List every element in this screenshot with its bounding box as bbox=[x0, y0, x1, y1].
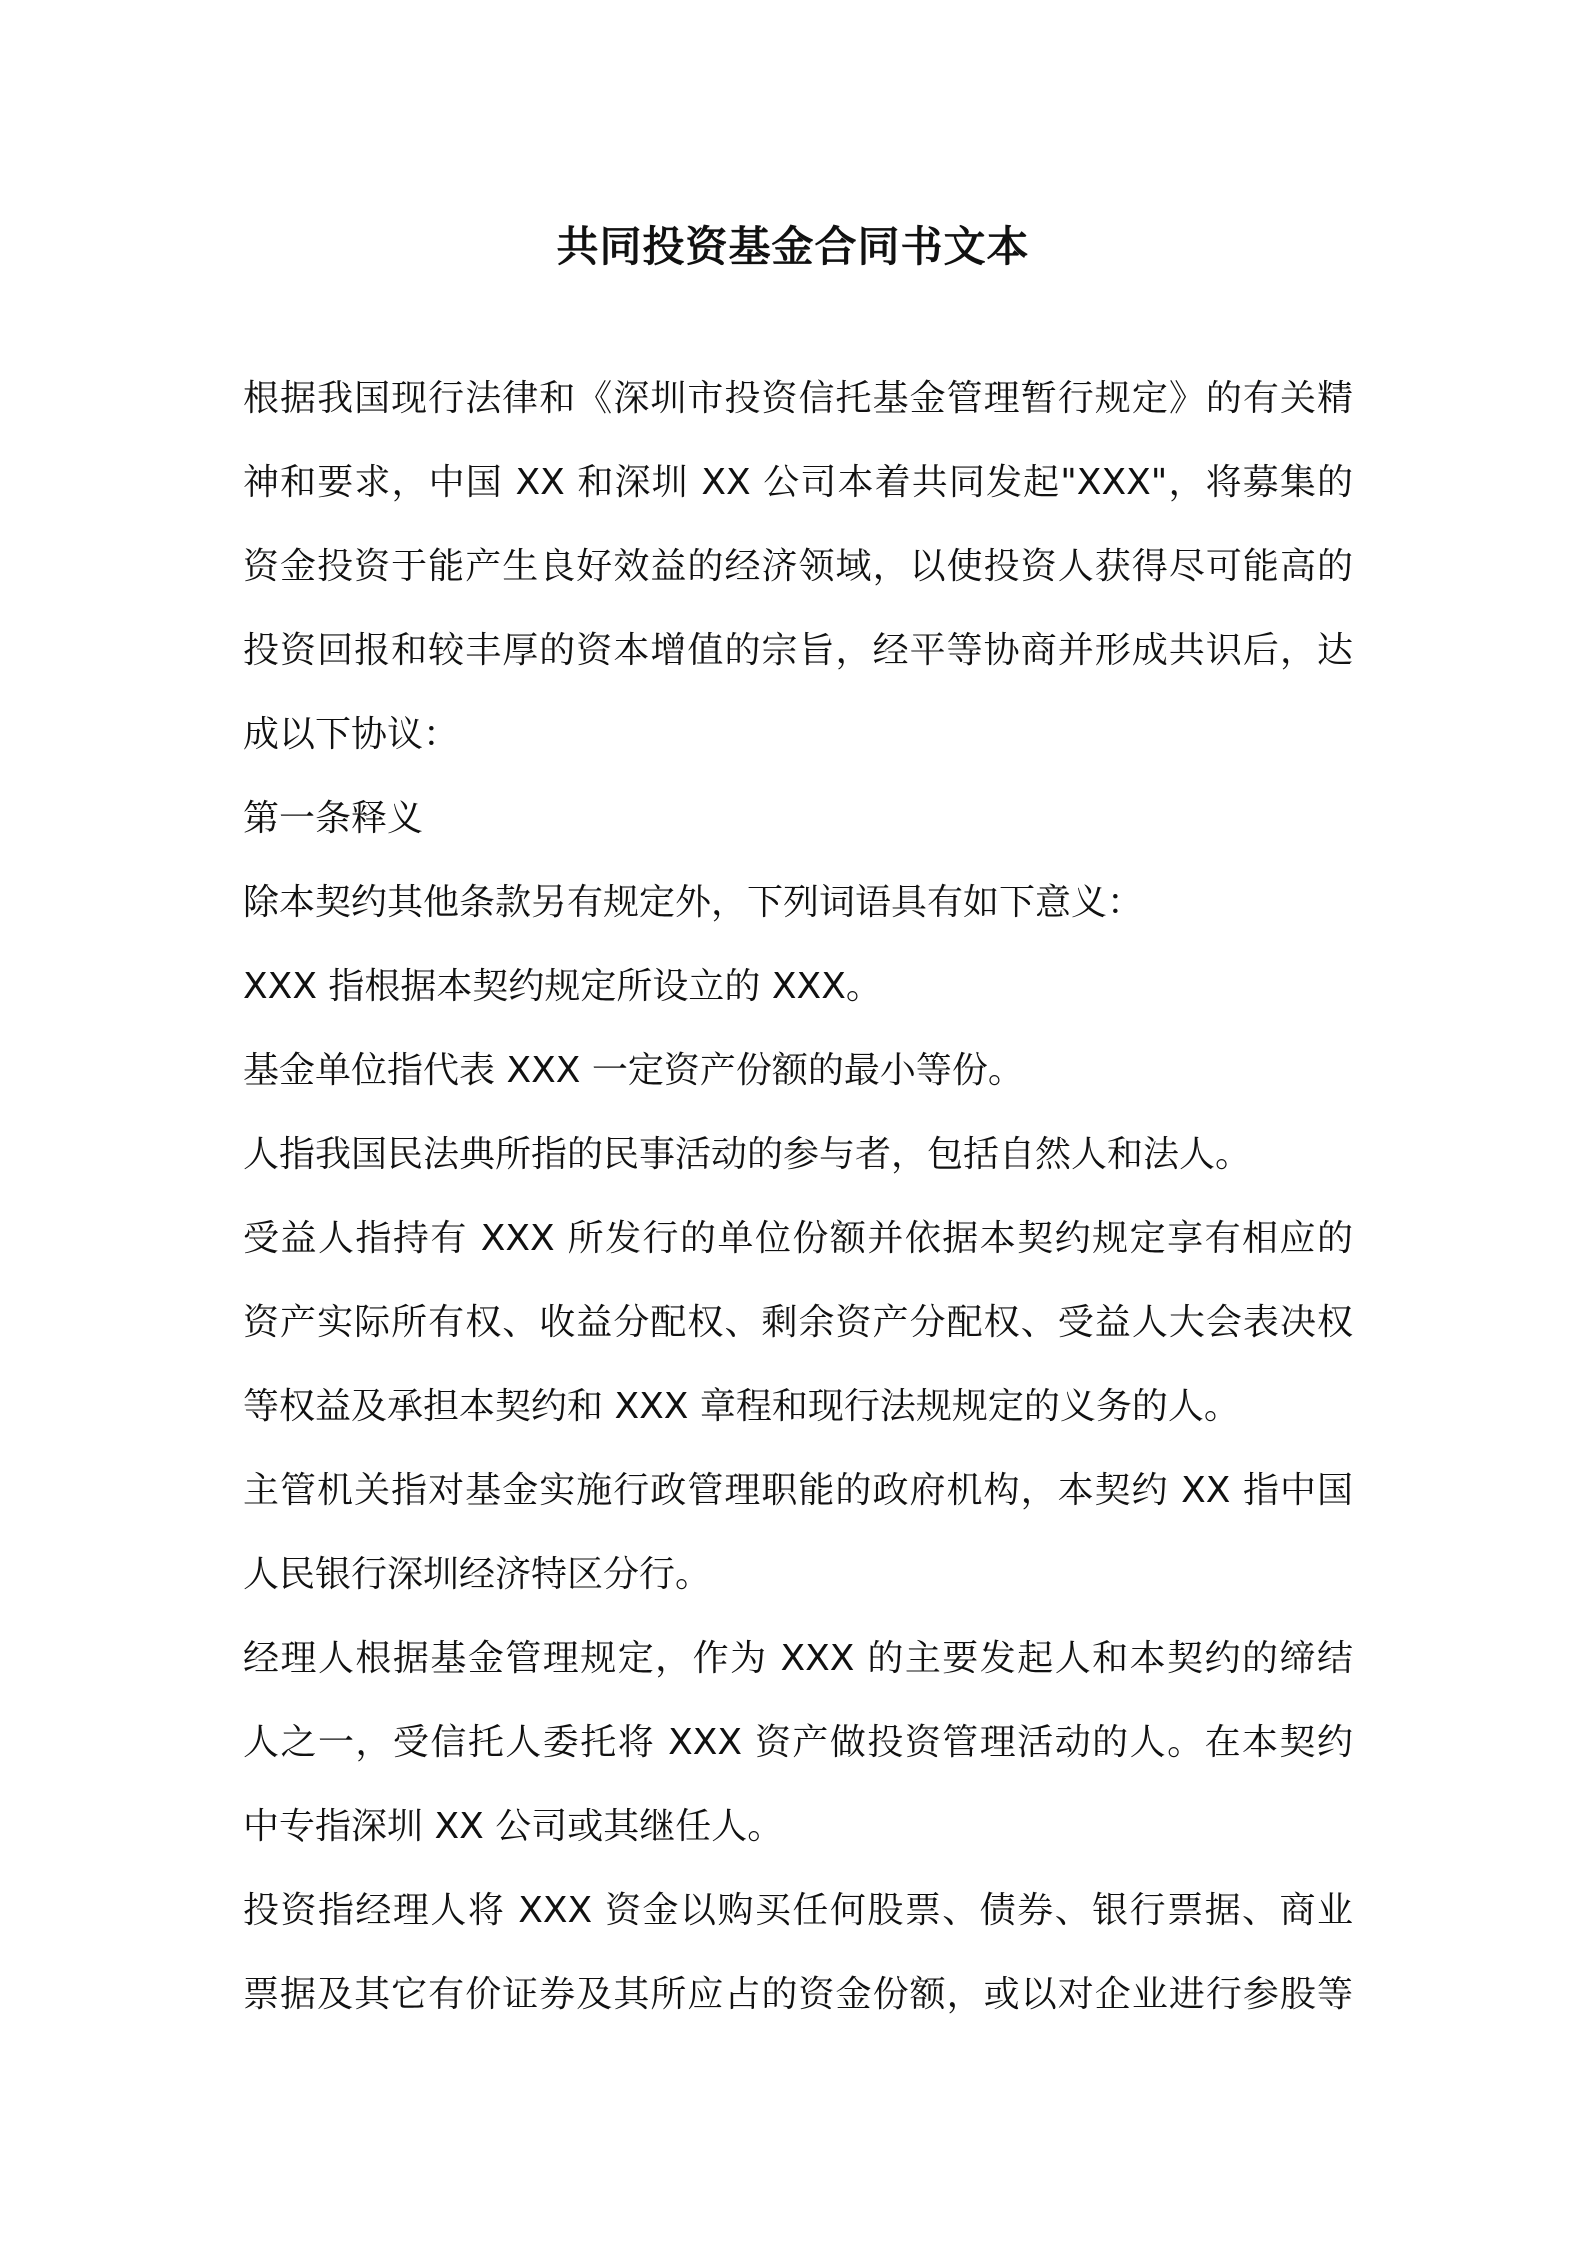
paragraph-line: 根据我国现行法律和《深圳市投资信托基金管理暂行规定》的有关精 bbox=[243, 378, 1353, 419]
definition-line: 票据及其它有价证券及其所应占的资金份额，或以对企业进行参股等 bbox=[243, 1974, 1353, 2015]
paragraph-line: 神和要求，中国 XX 和深圳 XX 公司本着共同发起"XXX"，将募集的 bbox=[243, 462, 1353, 503]
definition-line: 中专指深圳 XX 公司或其继任人。 bbox=[243, 1806, 784, 1847]
definition-line: 经理人根据基金管理规定，作为 XXX 的主要发起人和本契约的缔结 bbox=[243, 1638, 1353, 1679]
definition-line: 基金单位指代表 XXX 一定资产份额的最小等份。 bbox=[243, 1050, 1024, 1091]
definition-line: 人民银行深圳经济特区分行。 bbox=[243, 1554, 712, 1595]
paragraph-line: 资金投资于能产生良好效益的经济领域，以使投资人获得尽可能高的 bbox=[243, 546, 1353, 587]
definition-line: 投资指经理人将 XXX 资金以购买任何股票、债券、银行票据、商业 bbox=[243, 1890, 1353, 1931]
paragraph-line: 成以下协议： bbox=[243, 714, 460, 755]
definition-line: 人指我国民法典所指的民事活动的参与者，包括自然人和法人。 bbox=[243, 1134, 1252, 1175]
document-body bbox=[243, 357, 1353, 2037]
definition-line: 人之一，受信托人委托将 XXX 资产做投资管理活动的人。在本契约 bbox=[243, 1722, 1353, 1763]
definition-line: 主管机关指对基金实施行政管理职能的政府机构，本契约 XX 指中国 bbox=[243, 1470, 1353, 1511]
definition-line: XXX 指根据本契约规定所设立的 XXX。 bbox=[243, 966, 882, 1007]
paragraph-line: 投资回报和较丰厚的资本增值的宗旨，经平等协商并形成共识后，达 bbox=[243, 630, 1353, 671]
definition-line: 等权益及承担本契约和 XXX 章程和现行法规规定的义务的人。 bbox=[243, 1386, 1240, 1427]
definition-line: 资产实际所有权、收益分配权、剩余资产分配权、受益人大会表决权 bbox=[243, 1302, 1353, 1343]
section-heading: 第一条释义 bbox=[243, 798, 424, 839]
document-title: 共同投资基金合同书文本 bbox=[556, 222, 1030, 271]
definition-line: 受益人指持有 XXX 所发行的单位份额并依据本契约规定享有相应的 bbox=[243, 1218, 1353, 1259]
paragraph-line: 除本契约其他条款另有规定外，下列词语具有如下意义： bbox=[243, 882, 1144, 923]
